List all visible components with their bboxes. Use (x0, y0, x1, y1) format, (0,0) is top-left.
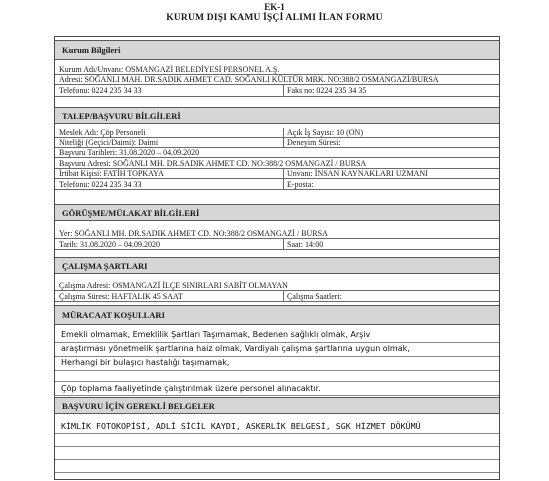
section-request: TALEP/BAŞVURU BİLGİLERİ (55, 107, 499, 124)
request-phone: Telefonu: 0224 235 34 33 (59, 180, 142, 189)
request-row-contact (55, 169, 499, 179)
institution-contact-row (55, 85, 499, 97)
work-address: Çalışma Adresi: OSMANGAZİ İLÇE SINIRLARI SABİT OLMAYAN (55, 280, 499, 291)
experience: Deneyim Süresi: (283, 138, 341, 147)
condition-line-4: Çöp toplama faaliyetinde çalıştırılmak üzere personel alınacaktır. (61, 384, 321, 393)
ruled-line (55, 446, 499, 447)
annex-label: EK-1 (264, 2, 285, 12)
ruled-line (55, 342, 499, 343)
required-documents-text: KİMLİK FOTOKOPİSİ, ADLİ SİCİL KAYDI, ASKERLİK BELGESİ, SGK HİZMET DÖKÜMÜ (61, 421, 421, 431)
request-row-phone (55, 179, 499, 190)
interview-date: Tarih: 31.08.2020 – 04.09.2020 (59, 240, 160, 249)
section-working-conditions: ÇALIŞMA ŞARTLARI (55, 257, 499, 274)
section-required-documents: BAŞVURU İÇİN GEREKLİ BELGELER (55, 397, 499, 414)
contact-title: Unvanı: İNSAN KAYNAKLARI UZMANI (283, 169, 428, 178)
section-institution: Kurum Bilgileri (55, 40, 499, 60)
work-row-hours (55, 291, 499, 302)
work-duration: Çalışma Süresi: HAFTALIK 45 SAAT (59, 292, 183, 301)
job-title: Meslek Adı: Çöp Personeli (59, 128, 146, 137)
condition-line-2: araştırması yönetmelik şartlarına haiz olmak, Vardiyalı çalışma şartlarına uygun olmak, (61, 344, 410, 353)
institution-address: Adresi: SOĞANLI MAH. DR.SADIK AHMET CAD. SOĞANLI KÜLTÜR MRK. NO:388/2 OSMANGAZİ/BURSA (55, 75, 499, 85)
work-hours: Çalışma Saatleri: (283, 291, 342, 301)
application-dates: Başvuru Tarihleri: 31.08.2020 – 04.09.2020 (55, 148, 499, 158)
request-row-1 (55, 128, 499, 138)
institution-phone: Telefonu: 0224 235 34 33 (59, 86, 142, 95)
ruled-line (55, 472, 499, 473)
request-row-2 (55, 138, 499, 148)
announcement-form (54, 36, 500, 480)
ruled-line (55, 370, 499, 371)
application-address: Başvuru Adresi: SOĞANLI MH. DR.SADIK AHMET CD. NO:388/2 OSMANGAZİ / BURSA (55, 158, 499, 169)
form-title: KURUM DIŞI KAMU İŞÇİ ALIMI İLAN FORMU (166, 13, 383, 23)
ruled-line (55, 381, 499, 382)
interview-hour: Saat: 14:00 (283, 239, 323, 249)
section-interview: GÖRÜŞME/MÜLAKAT BİLGİLERİ (55, 204, 499, 221)
interview-row-time (55, 239, 499, 250)
section-application-conditions: MÜRACAAT KOŞULLARI (55, 305, 499, 325)
job-type: Niteliği (Geçici/Daimi): Daimi (59, 138, 159, 147)
ruled-line (55, 395, 499, 396)
institution-fax: Faks no: 0224 235 34 35 (283, 85, 366, 96)
condition-line-1: Emekli olmamak, Emeklilik Şartları Taşımamak, Bedenen sağlıklı olmak, Arşiv (61, 330, 371, 339)
condition-line-3: Herhangi bir bulaşıcı hastalığı taşımamak, (61, 358, 230, 367)
institution-name: Kurum Adı/Unvanı: OSMANGAZİ BELEDİYESİ PERSONEL A.Ş. (55, 65, 499, 75)
open-positions: Açık İş Sayısı: 10 (ON) (283, 128, 363, 137)
request-email: E-posta: (283, 179, 314, 189)
contact-person: İrtibat Kişisi: FATİH TOPKAYA (59, 169, 164, 178)
ruled-line (55, 433, 499, 434)
interview-place: Yer: SOĞANLI MH. DR.SADIK AHMET CD. NO:388/2 OSMANGAZİ / BURSA (55, 228, 499, 239)
ruled-line (55, 459, 499, 460)
ruled-line (55, 356, 499, 357)
